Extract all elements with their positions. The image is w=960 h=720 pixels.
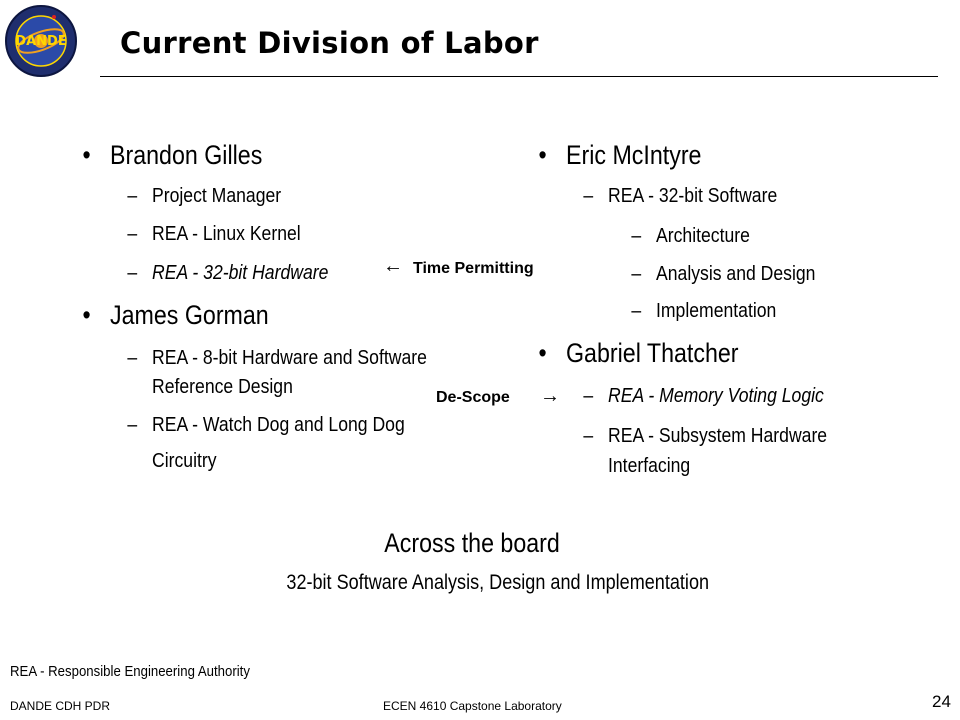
- dash: –: [631, 300, 642, 322]
- item-label: REA - Watch Dog and Long Dog: [152, 414, 405, 436]
- dash: –: [583, 385, 594, 407]
- person-james-gorman: [82, 300, 269, 331]
- person-eric-mcintyre: [538, 140, 702, 171]
- person-name: Eric McIntyre: [566, 140, 702, 170]
- list-item: [583, 185, 778, 208]
- dash: –: [127, 223, 138, 245]
- item-label: REA - Subsystem Hardware: [608, 425, 828, 447]
- footer-center: ECEN 4610 Capstone Laboratory: [383, 699, 562, 713]
- footer-left: DANDE CDH PDR: [10, 699, 111, 713]
- item-label: Architecture: [656, 225, 750, 247]
- dash: –: [631, 225, 642, 247]
- bullet: •: [82, 140, 91, 170]
- person-gabriel-thatcher: [538, 338, 739, 369]
- bullet: •: [82, 300, 91, 330]
- item-label: Implementation: [656, 300, 777, 322]
- list-item: [127, 223, 301, 246]
- dash: –: [127, 347, 138, 369]
- page-number: 24: [932, 692, 951, 711]
- person-name: Gabriel Thatcher: [566, 338, 739, 368]
- person-brandon-gilles: [82, 140, 263, 171]
- item-label: REA - 32-bit Hardware: [152, 262, 329, 284]
- item-label: Project Manager: [152, 185, 282, 207]
- dash: –: [583, 185, 594, 207]
- sub-list-item: [631, 225, 750, 248]
- list-item: [127, 262, 329, 285]
- across-heading-text: Across the board: [384, 528, 561, 558]
- footnote: REA - Responsible Engineering Authority: [10, 663, 250, 680]
- dande-logo: [4, 4, 78, 78]
- list-item: [127, 414, 405, 437]
- item-label: REA - 32-bit Software: [608, 185, 778, 207]
- item-label: REA - Memory Voting Logic: [608, 385, 824, 407]
- list-item-continuation: Circuitry: [152, 450, 217, 472]
- sub-list-item: [631, 300, 777, 323]
- list-item: [583, 385, 824, 408]
- list-item-continuation: Interfacing: [608, 455, 691, 477]
- svg-text:DANDE: DANDE: [15, 34, 67, 49]
- list-item: [127, 185, 282, 208]
- bullet: •: [538, 338, 547, 368]
- list-item: [127, 347, 427, 370]
- across-heading: [0, 528, 945, 559]
- item-label: REA - Linux Kernel: [152, 223, 301, 245]
- sub-list-item: [631, 263, 816, 286]
- dash: –: [127, 414, 138, 436]
- slide-title: Current Division of Labor: [120, 26, 539, 60]
- dash: –: [583, 425, 594, 447]
- item-label: Analysis and Design: [656, 263, 816, 285]
- across-text: [0, 571, 960, 595]
- list-item-continuation: Reference Design: [152, 376, 293, 398]
- person-name: Brandon Gilles: [110, 140, 263, 170]
- dash: –: [127, 185, 138, 207]
- dash: –: [127, 262, 138, 284]
- across-text-content: 32-bit Software Analysis, Design and Implementation: [286, 571, 709, 594]
- left-arrow-icon: ←: [383, 255, 403, 277]
- de-scope-label: De-Scope: [436, 389, 510, 406]
- item-label: REA - 8-bit Hardware and Software: [152, 347, 427, 369]
- list-item: [583, 425, 828, 448]
- right-arrow-icon: →: [540, 385, 560, 407]
- dash: –: [631, 263, 642, 285]
- time-permitting-label: Time Permitting: [413, 260, 534, 277]
- bullet: •: [538, 140, 547, 170]
- title-divider: [100, 76, 938, 77]
- person-name: James Gorman: [110, 300, 269, 330]
